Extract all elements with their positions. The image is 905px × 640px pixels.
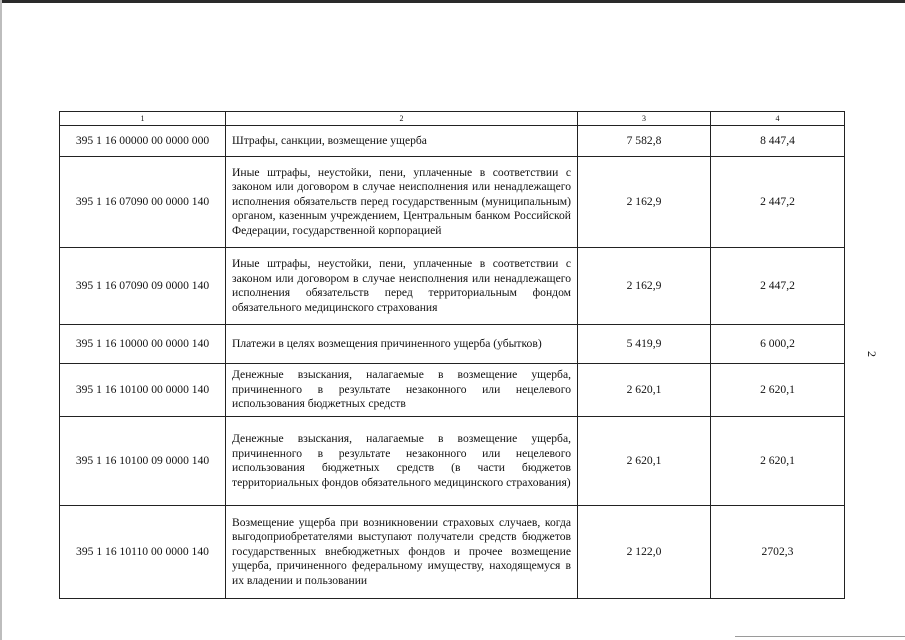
amount-col3-cell: 2 162,9 (578, 248, 711, 325)
amount-col3-cell: 5 419,9 (578, 325, 711, 364)
amount-col3-cell: 7 582,8 (578, 126, 711, 157)
revenue-name-cell: Возмещение ущерба при возникновении страховых случаев, когда выгодоприобретателями выступают получатели средств бюджетов государственных внебюджетных фондов и прочее возмещение ущерба, причиненного федеральному имуществу, находящемуся в их владении и пользовании (226, 506, 578, 599)
scan-edge-bottom (735, 636, 905, 637)
table-row (60, 325, 845, 364)
column-header-4: 4 (711, 112, 845, 126)
budget-code-cell: 395 1 16 00000 00 0000 000 (60, 126, 226, 157)
table-row (60, 126, 845, 157)
column-number-row (60, 112, 845, 126)
table-row (60, 248, 845, 325)
amount-col4-cell: 2 447,2 (711, 248, 845, 325)
column-header-3: 3 (578, 112, 711, 126)
amount-col3-cell: 2 122,0 (578, 506, 711, 599)
budget-code-cell: 395 1 16 07090 09 0000 140 (60, 248, 226, 325)
budget-code-cell: 395 1 16 07090 00 0000 140 (60, 157, 226, 248)
page-number: 2 (865, 351, 879, 357)
amount-col3-cell: 2 620,1 (578, 364, 711, 417)
scan-edge-left (0, 0, 2, 640)
revenue-name-cell: Иные штрафы, неустойки, пени, уплаченные в соответствии с законом или договором в случае неисполнения или ненадлежащего исполнения обязательств перед территориальным фондом обязательного медицинского страхования (226, 248, 578, 325)
table-row (60, 157, 845, 248)
budget-code-cell: 395 1 16 10110 00 0000 140 (60, 506, 226, 599)
budget-code-cell: 395 1 16 10100 00 0000 140 (60, 364, 226, 417)
revenue-name-cell: Денежные взыскания, налагаемые в возмещение ущерба, причиненного в результате незаконного или нецелевого использования бюджетных средств (в части бюджетов территориальных фондов обязательного медицинского страхования) (226, 417, 578, 506)
scan-edge-top (0, 0, 905, 3)
revenue-name-cell: Платежи в целях возмещения причиненного ущерба (убытков) (226, 325, 578, 364)
budget-code-cell: 395 1 16 10000 00 0000 140 (60, 325, 226, 364)
amount-col4-cell: 2702,3 (711, 506, 845, 599)
revenue-name-cell: Денежные взыскания, налагаемые в возмещение ущерба, причиненного в результате незаконного или нецелевого использования бюджетных средств (226, 364, 578, 417)
revenue-name-cell: Штрафы, санкции, возмещение ущерба (226, 126, 578, 157)
budget-code-cell: 395 1 16 10100 09 0000 140 (60, 417, 226, 506)
table-row (60, 364, 845, 417)
column-header-1: 1 (60, 112, 226, 126)
table-row (60, 417, 845, 506)
amount-col3-cell: 2 620,1 (578, 417, 711, 506)
column-header-2: 2 (226, 112, 578, 126)
budget-revenue-table (59, 111, 845, 599)
amount-col4-cell: 2 447,2 (711, 157, 845, 248)
amount-col3-cell: 2 162,9 (578, 157, 711, 248)
amount-col4-cell: 2 620,1 (711, 417, 845, 506)
table-row (60, 506, 845, 599)
revenue-name-cell: Иные штрафы, неустойки, пени, уплаченные в соответствии с законом или договором в случае неисполнения или ненадлежащего исполнения обязательств перед государственным (муниципальным) органом, казенным учреждением, Центральным банком Российской Федерации, государственной корпорацией (226, 157, 578, 248)
amount-col4-cell: 2 620,1 (711, 364, 845, 417)
amount-col4-cell: 6 000,2 (711, 325, 845, 364)
amount-col4-cell: 8 447,4 (711, 126, 845, 157)
